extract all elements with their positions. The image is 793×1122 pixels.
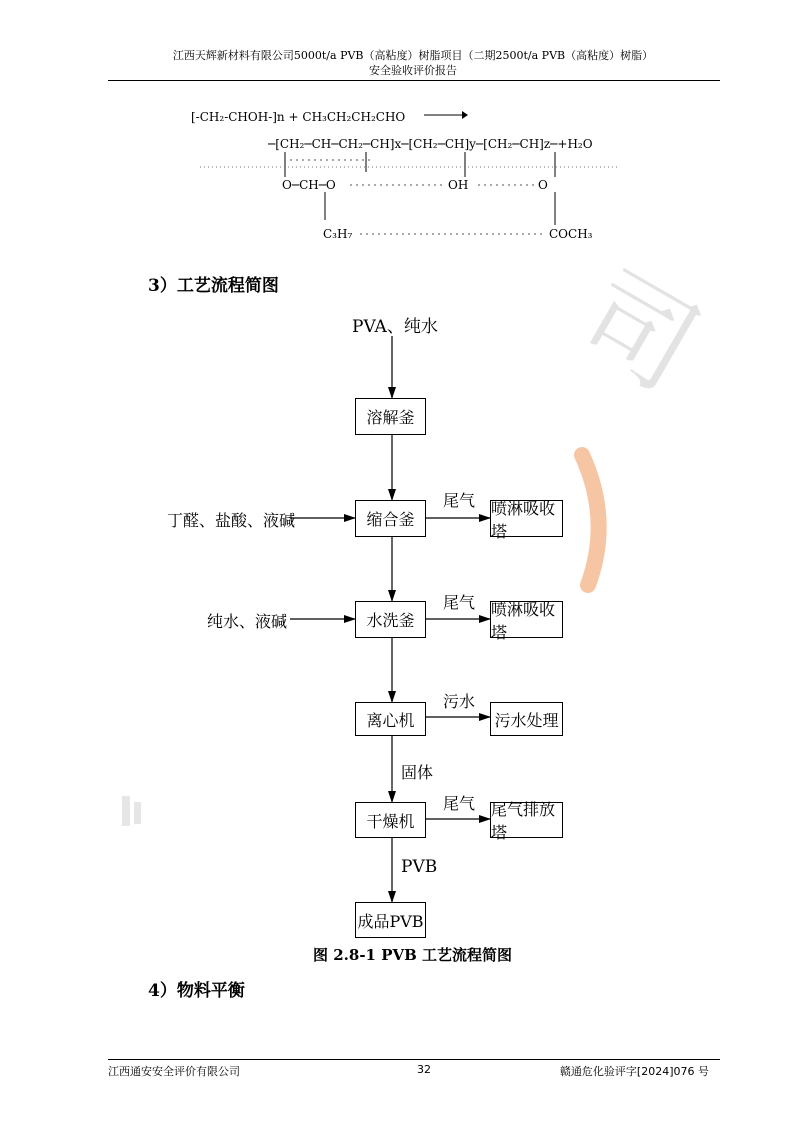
plus-sign: + bbox=[288, 110, 299, 124]
header-subtitle: 安全验收评价报告 bbox=[369, 64, 457, 77]
product-chain: ─[CH₂─CH─CH₂─CH]x─[CH₂─CH]y─[CH₂─CH]z─ bbox=[268, 137, 558, 151]
label-pvb: PVB bbox=[401, 857, 438, 877]
box-exhaust-tower: 尾气排放塔 bbox=[490, 802, 563, 838]
acetal-group: O─CH─O bbox=[282, 178, 336, 192]
box-dissolving-kettle: 溶解釜 bbox=[355, 398, 426, 435]
header-title: 江西天辉新材料有限公司5000t/a PVB（高粘度）树脂项目（二期2500t/a PVB（高粘度）树脂） bbox=[172, 49, 654, 62]
label-solid: 固体 bbox=[401, 763, 434, 782]
box-condensation-kettle: 缩合釜 bbox=[355, 500, 426, 537]
box-dryer: 干燥机 bbox=[355, 802, 426, 838]
label-tail-gas-1: 尾气 bbox=[443, 491, 476, 510]
page-number: 32 bbox=[417, 1063, 431, 1076]
footer-company: 江西通安安全评价有限公司 bbox=[108, 1065, 240, 1078]
input-condense-materials: 丁醛、盐酸、液碱 bbox=[167, 511, 296, 530]
label-waste-water: 污水 bbox=[443, 692, 476, 711]
label-tail-gas-3: 尾气 bbox=[443, 794, 476, 813]
watermark-glyph: 司 bbox=[559, 248, 719, 415]
box-washing-kettle: 水洗釜 bbox=[355, 601, 426, 638]
section-4-title: 4）物料平衡 bbox=[148, 981, 245, 1001]
box-spray-scrubber-2: 喷淋吸收塔 bbox=[490, 601, 563, 638]
box-spray-scrubber-1: 喷淋吸收塔 bbox=[490, 500, 563, 537]
reactant-pva: [-CH₂-CHOH-]n bbox=[191, 110, 285, 124]
propyl-group: C₃H₇ bbox=[323, 227, 353, 241]
product-water: +H₂O bbox=[557, 137, 593, 151]
box-centrifuge: 离心机 bbox=[355, 702, 426, 736]
reactant-butyraldehyde: CH₃CH₂CH₂CHO bbox=[302, 110, 406, 124]
section-3-title: 3）工艺流程简图 bbox=[148, 276, 279, 296]
figure-caption: 图 2.8-1 PVB 工艺流程简图 bbox=[313, 946, 513, 964]
box-finished-pvb: 成品PVB bbox=[355, 902, 426, 938]
input-pva-water: PVA、纯水 bbox=[352, 317, 438, 337]
input-wash-materials: 纯水、液碱 bbox=[207, 612, 288, 631]
box-sewage-treatment: 污水处理 bbox=[490, 702, 563, 736]
ester-oxygen: O bbox=[538, 178, 548, 192]
footer-report-number: 赣通危化验评字[2024]076 号 bbox=[559, 1065, 709, 1078]
acetyl-group: COCH₃ bbox=[549, 227, 593, 241]
label-tail-gas-2: 尾气 bbox=[443, 593, 476, 612]
hydroxyl-group: OH bbox=[448, 178, 469, 192]
footer-rule bbox=[108, 1059, 720, 1060]
